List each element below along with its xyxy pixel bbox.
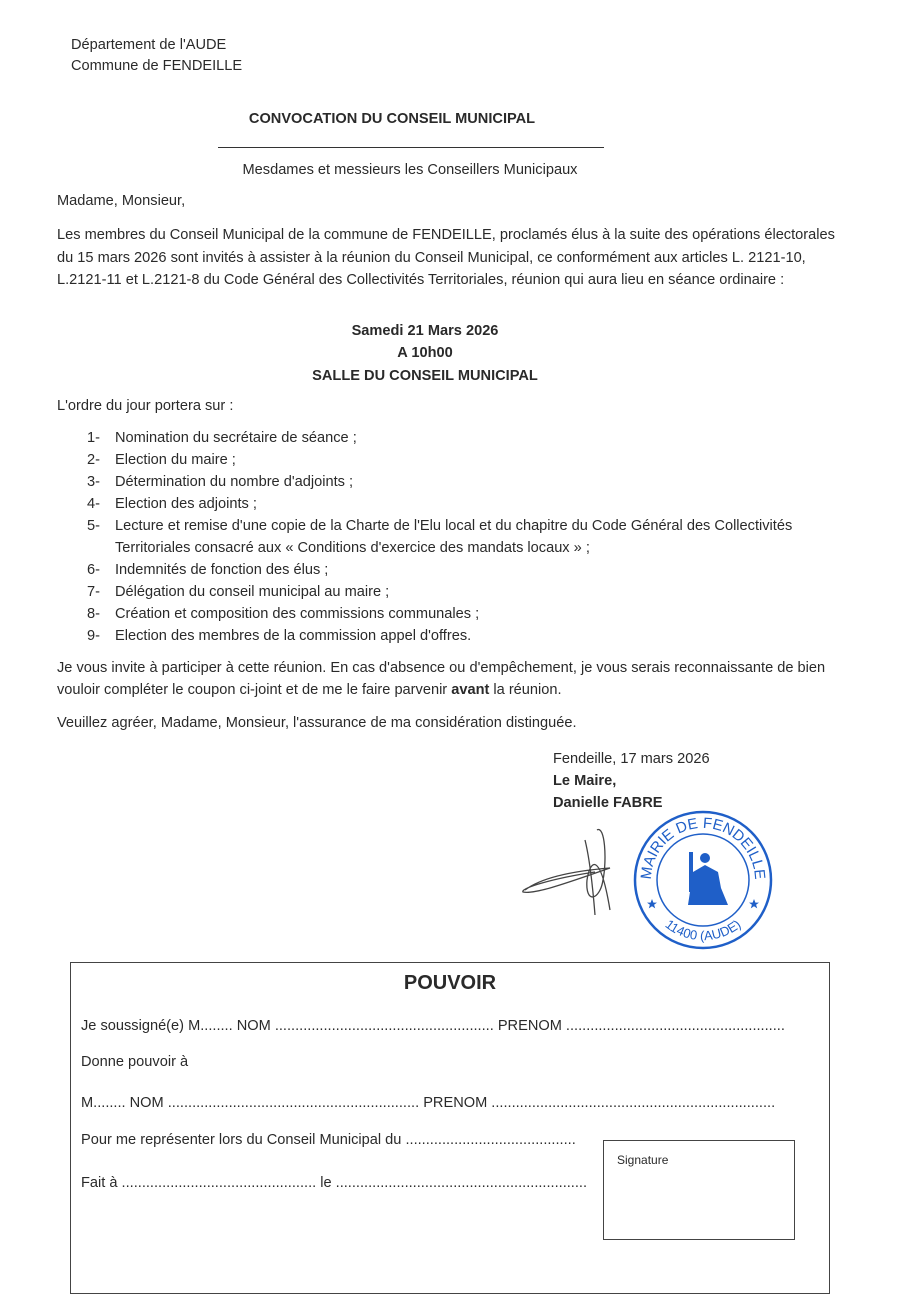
stamp-top-text: MAIRIE DE FENDEILLE xyxy=(637,814,769,881)
agenda-number: 5- xyxy=(87,518,100,534)
agenda-text: Délégation du conseil municipal au maire ; xyxy=(115,584,390,600)
agenda-text: Territoriales consacré aux « Conditions d'exercice des mandats locaux » ; xyxy=(115,540,590,556)
agenda-text: Election des membres de la commission appel d'offres. xyxy=(115,628,472,644)
agenda-number: 2- xyxy=(87,452,100,468)
agenda-intro: L'ordre du jour portera sur : xyxy=(57,398,234,414)
title-rule xyxy=(218,147,604,148)
intro-line: Les membres du Conseil Municipal de la commune de FENDEILLE, proclamés élus à la suite des opérations électorales xyxy=(57,227,835,243)
intro-line: L.2121-11 et L.2121-8 du Code Général des Collectivités Territoriales, réunion qui aura lieu en séance ordinaire : xyxy=(57,272,785,288)
agenda-number: 7- xyxy=(87,584,100,600)
agenda-number: 8- xyxy=(87,606,100,622)
mairie-stamp xyxy=(633,810,773,950)
form-proxy-holder-line[interactable]: M........ NOM .............................................................. PRENOM ...................................................................... xyxy=(81,1095,776,1111)
agenda-text: Lecture et remise d'une copie de la Charte de l'Elu local et du chapitre du Code Général des Collectivités xyxy=(115,518,793,534)
agenda-number: 4- xyxy=(87,496,100,512)
agenda-number: 9- xyxy=(87,628,100,644)
document-title: CONVOCATION DU CONSEIL MUNICIPAL xyxy=(248,111,536,127)
meeting-time: A 10h00 xyxy=(397,345,453,361)
meeting-date: Samedi 21 Mars 2026 xyxy=(351,323,499,339)
star-icon xyxy=(749,899,759,908)
salutation: Madame, Monsieur, xyxy=(57,193,186,209)
agenda-text: Création et composition des commissions communales ; xyxy=(115,606,480,622)
invite-text: la réunion. xyxy=(489,682,562,698)
handwritten-signature xyxy=(515,820,635,920)
form-grantor-line[interactable]: Je soussigné(e) M........ NOM ...................................................... PRENOM ...................................................... xyxy=(81,1018,785,1034)
agenda-text: Election des adjoints ; xyxy=(115,496,257,512)
star-icon xyxy=(647,899,657,908)
form-place-date-line[interactable]: Fait à ................................................ le .............................................................. xyxy=(81,1175,588,1191)
signature-label: Signature xyxy=(617,1153,669,1167)
invite-emphasis: avant xyxy=(451,682,490,698)
agenda-text: Détermination du nombre d'adjoints ; xyxy=(115,474,354,490)
meeting-place: SALLE DU CONSEIL MUNICIPAL xyxy=(312,368,538,384)
addressee: Mesdames et messieurs les Conseillers Municipaux xyxy=(242,162,578,178)
signoff-name: Danielle FABRE xyxy=(553,795,663,811)
stamp-bottom-text: 11400 (AUDE) xyxy=(662,916,744,944)
agenda-text: Indemnités de fonction des élus ; xyxy=(115,562,329,578)
form-give-proxy-label: Donne pouvoir à xyxy=(81,1054,189,1070)
marianne-emblem-icon xyxy=(688,852,728,905)
invite-line xyxy=(57,681,562,699)
commune: Commune de FENDEILLE xyxy=(71,58,243,74)
agenda-text: Election du maire ; xyxy=(115,452,236,468)
agenda-number: 6- xyxy=(87,562,100,578)
signoff-role: Le Maire, xyxy=(553,773,617,789)
invite-line: Je vous invite à participer à cette réunion. En cas d'absence ou d'empêchement, je vous serais reconnaissante de bien xyxy=(57,660,826,676)
agenda-text: Nomination du secrétaire de séance ; xyxy=(115,430,357,446)
form-meeting-date-line[interactable]: Pour me représenter lors du Conseil Municipal du .......................................... xyxy=(81,1132,576,1148)
proxy-form xyxy=(70,962,830,1294)
agenda-number: 3- xyxy=(87,474,100,490)
department: Département de l'AUDE xyxy=(71,37,227,53)
invite-text: vouloir compléter le coupon ci-joint et de me le faire parvenir xyxy=(57,682,452,698)
intro-line: du 15 mars 2026 sont invités à assister à la réunion du Conseil Municipal, ce conformément aux articles L. 2121-10, xyxy=(57,250,806,266)
form-title: POUVOIR xyxy=(403,972,497,994)
agenda-number: 1- xyxy=(87,430,100,446)
closing: Veuillez agréer, Madame, Monsieur, l'assurance de ma considération distinguée. xyxy=(57,715,577,731)
signoff-place-date: Fendeille, 17 mars 2026 xyxy=(553,751,710,767)
